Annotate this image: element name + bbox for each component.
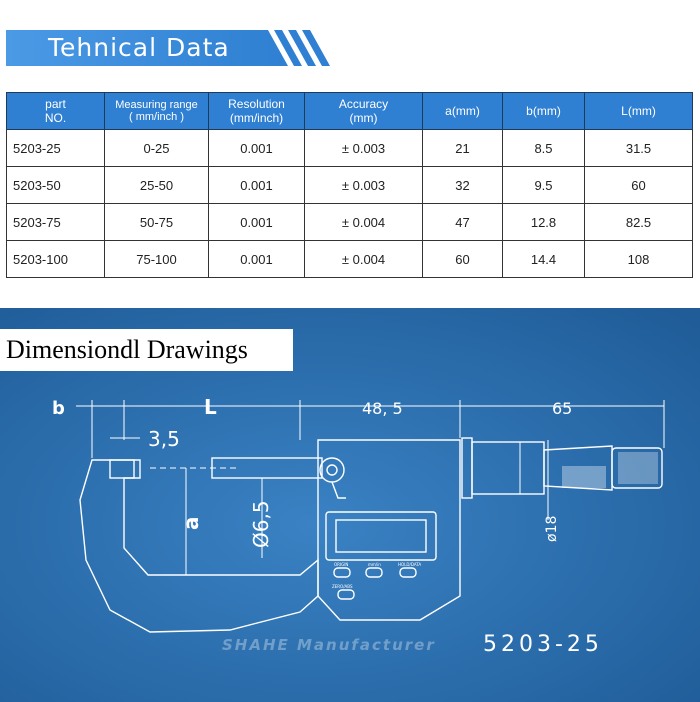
button-label-unit: mm/in — [368, 562, 381, 567]
cell-a: 60 — [423, 241, 503, 278]
cell-range: 50-75 — [105, 204, 209, 241]
watermark: SHAHE Manufacturer — [222, 636, 436, 654]
cell-L: 60 — [585, 167, 693, 204]
button-label-hold: HOLD/DATA — [398, 562, 422, 567]
dim-label-b: b — [52, 398, 65, 419]
cell-part: 5203-75 — [7, 204, 105, 241]
dim-label-L: L — [204, 395, 217, 419]
spec-table — [6, 92, 693, 278]
dim-label-6-5: Ø6,5 — [249, 500, 273, 548]
cell-part: 5203-100 — [7, 241, 105, 278]
cell-b: 9.5 — [503, 167, 585, 204]
col-header-part: part NO. — [7, 93, 105, 130]
cell-L: 108 — [585, 241, 693, 278]
table-row — [7, 241, 693, 278]
dim-label-48-5: 48, 5 — [362, 399, 403, 418]
cell-accuracy: ± 0.004 — [305, 204, 423, 241]
cell-accuracy: ± 0.004 — [305, 241, 423, 278]
cell-part: 5203-50 — [7, 167, 105, 204]
col-header-L: L(mm) — [585, 93, 693, 130]
cell-resolution: 0.001 — [209, 167, 305, 204]
cell-resolution: 0.001 — [209, 204, 305, 241]
table-row — [7, 130, 693, 167]
col-header-resolution: Resolution (mm/inch) — [209, 93, 305, 130]
cell-L: 31.5 — [585, 130, 693, 167]
cell-range: 75-100 — [105, 241, 209, 278]
cell-b: 12.8 — [503, 204, 585, 241]
dim-label-18: ø18 — [544, 515, 560, 542]
cell-b: 8.5 — [503, 130, 585, 167]
table-header-row — [7, 93, 693, 130]
cell-L: 82.5 — [585, 204, 693, 241]
cell-a: 32 — [423, 167, 503, 204]
section-title: Tehnical Data — [48, 33, 230, 62]
cell-resolution: 0.001 — [209, 130, 305, 167]
button-label-zero: ZERO/ABS — [332, 584, 353, 589]
table-row — [7, 167, 693, 204]
button-label-origin: ORIGIN — [334, 562, 349, 567]
drawing-heading: Dimensiondl Drawings — [6, 335, 248, 364]
cell-accuracy: ± 0.003 — [305, 167, 423, 204]
model-number: 5203-25 — [483, 632, 603, 657]
cell-part: 5203-25 — [7, 130, 105, 167]
dim-label-a: a — [179, 516, 203, 530]
dim-label-65: 65 — [552, 399, 573, 418]
col-header-range: Measuring range ( mm/inch ) — [105, 93, 209, 130]
dim-label-3-5: 3,5 — [148, 427, 180, 451]
cell-b: 14.4 — [503, 241, 585, 278]
cell-resolution: 0.001 — [209, 241, 305, 278]
table-row — [7, 204, 693, 241]
cell-range: 0-25 — [105, 130, 209, 167]
col-header-b: b(mm) — [503, 93, 585, 130]
cell-accuracy: ± 0.003 — [305, 130, 423, 167]
col-header-a: a(mm) — [423, 93, 503, 130]
cell-range: 25-50 — [105, 167, 209, 204]
cell-a: 21 — [423, 130, 503, 167]
cell-a: 47 — [423, 204, 503, 241]
col-header-accuracy: Accuracy (mm) — [305, 93, 423, 130]
